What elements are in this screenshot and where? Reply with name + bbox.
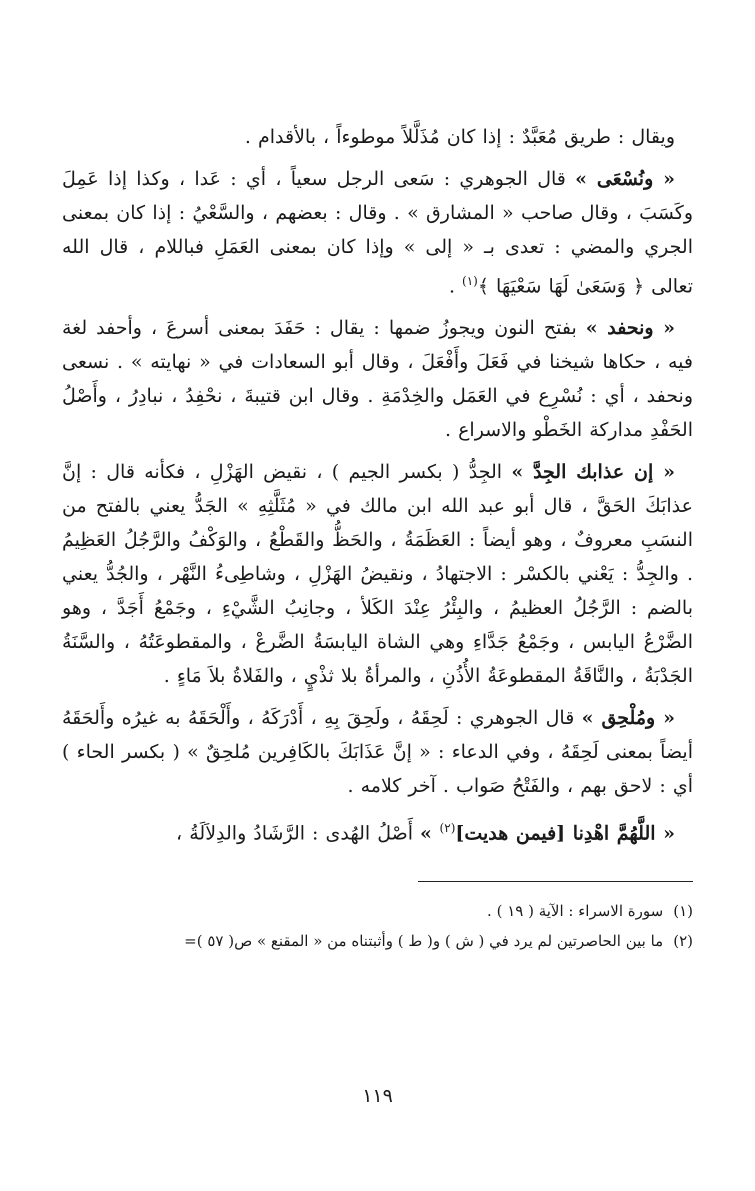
paragraph-nasaa [62, 162, 693, 303]
headword: « اللَّهُمَّ اهْدِنا [فيمن هديت] [455, 822, 675, 845]
footnote-ref-1[interactable]: (١) [462, 274, 478, 288]
footnote-number: (٢) [673, 931, 693, 950]
paragraph-text: قال الجوهري : لَحِقَهُ ، ولَحِقَ بِهِ ، أَدْرَكَهُ ، وأَلْحَقَهُ به غيرُه وأَلحَقَهُ أيضاً بمعنى لَحِقَهُ ، وفي الدعاء : « إنَّ عَذَابَكَ بالكَافِرين مُلحِقٌ » ( بكسر الحاء ) أي : لاحق بهم ، والفَتْحُ صَواب . آخر كلامه . [62, 707, 693, 798]
paragraph-aljidd [62, 455, 693, 693]
paragraph-ihdina [62, 811, 693, 850]
page-number: ١١٩ [362, 1085, 393, 1107]
footnote-number: (١) [673, 901, 693, 920]
paragraph-intro [62, 120, 693, 154]
paragraph-tail: . [448, 275, 463, 298]
paragraph-mulhiq [62, 701, 693, 803]
headword: « ومُلْحِق » [581, 707, 675, 730]
footnote-2 [62, 926, 693, 956]
footnote-separator [418, 881, 693, 882]
headword: « ونُسْعَى » [575, 168, 675, 190]
paragraph-text: أَصْلُ الهُدى : الرَّشَادُ والدِلاَلَةُ ، [176, 822, 421, 845]
headword-close: » [420, 822, 440, 845]
paragraph-text: ويقال : طريق مُعَبَّدٌ : إذا كان مُذَلَّلاً موطوءاً ، بالأقدام . [244, 126, 675, 148]
paragraph-text: الجِدُّ ( بكسر الجيم ) ، نقيض الهَزْلِ ، فكأنه قال : إنَّ عذابَكَ الحَقَّ ، قال أبو عبد الله ابن مالك في « مُثَلَّثِهِ » الجَدُّ يعني بالفتح من النسَبِ معروفٌ ، وهو أيضاً : العَظَمَةُ ، والحَظُّ والقَطْعُ ، والوَكْفُ والرَّجُلُ العَظِيمُ . والجِدُّ : يَعْني بالكسْر : الاجتهادُ ، ونقيضُ الهَزْلِ ، وشاطِىءُ النَّهْر ، والجُدُّ يعني بالضم : الرَّجُلُ العظيمُ ، والبِئْرُ عِنْدَ الكَلأ ، وجانِبُ الشَّيْءِ ، وجَمْعُ أَجَدَّ ، وهو الضَّرْعُ اليابس ، وجَمْعُ جَدَّاءِ وهي الشاة اليابسَةُ الضَّرعْ ، والمقطوعَتُهُ ، والسَّنَةُ الجَدْبَةُ ، والنَّاقَةُ المقطوعَةُ الأُذُنِ ، والمرأةُ بلا ثذْيٍ ، والفَلاةُ بلاَ مَاءٍ . [62, 461, 693, 688]
headword: « إن عذابك الجِدَّ » [511, 461, 675, 484]
footnote-1 [62, 896, 693, 926]
footnote-text: ما بين الحاصرتين لم يرد في ( ش ) و( ط ) وأثبتناه من « المقنع » ص( ٥٧ )= [184, 931, 664, 950]
paragraph-text: قال الجوهري : سَعى الرجل سعياً ، أي : عَدا ، وكذا إذا عَمِلَ وكَسَبَ ، وقال صاحب « المشارق » . وقال : بعضهم ، والسَّعْيُ : إذا كان بمعنى الجري والمضي : تعدى بـ « إلى » وإذا كان بمعنى العَمَلِ فباللام ، قال الله تعالى ﴿ وَسَعَىٰ لَهَا سَعْيَهَا ﴾ [62, 168, 693, 298]
paragraph-nahfid [62, 311, 693, 447]
footnote-ref-2[interactable]: (٢) [439, 821, 456, 836]
footnote-text: سورة الاسراء : الآية ( ١٩ ) . [487, 901, 664, 920]
headword: « ونحفد » [585, 317, 676, 340]
paragraph-text: بفتح النون ويجوزُ ضمها : يقال : حَفَدَ بمعنى أسرعَ ، وأحفد لغة فيه ، حكاها شيخنا في فَعَلَ وأَفْعَلَ ، وقال أبو السعادات في « نهايته » . نسعى ونحفد ، أي : نُسْرِع في العَمَل والخِدْمَةِ . وقال ابن قتيبةَ ، نحْفِدُ ، نبادِرُ ، وأَصْلُ الحَفْدِ مداركة الخَطْو والاسراع . [62, 317, 693, 442]
